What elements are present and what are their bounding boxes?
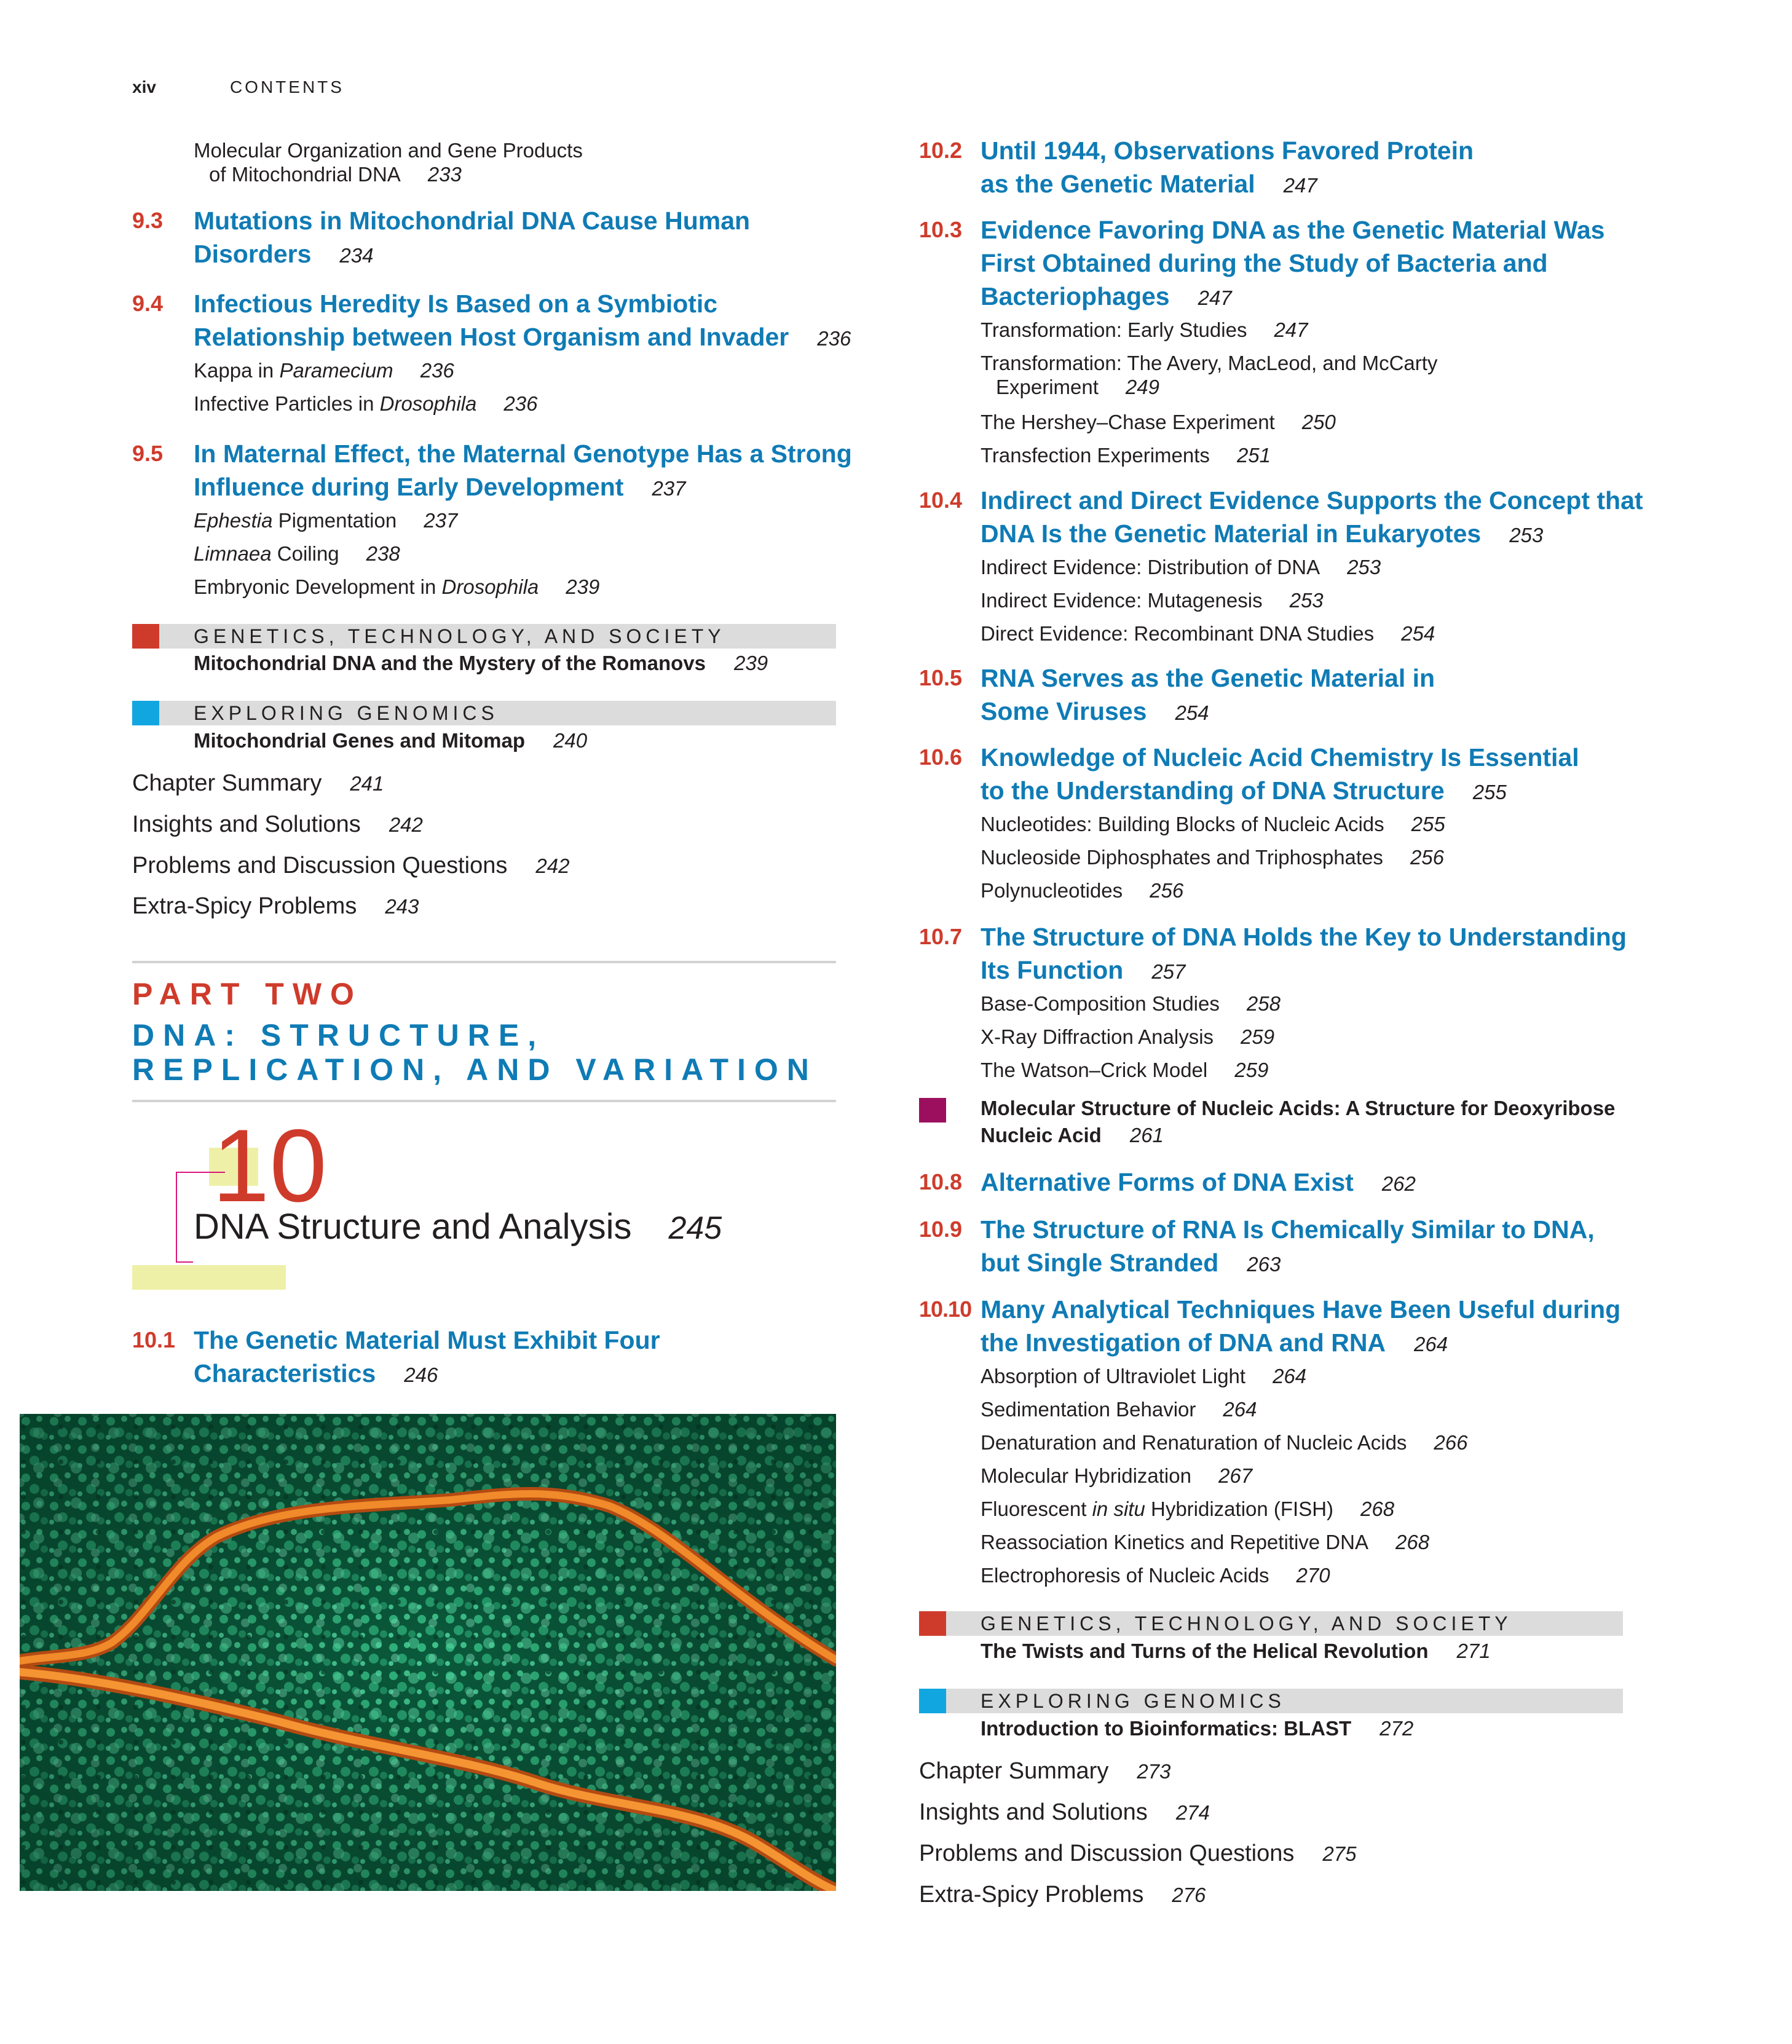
page-ref: 237 [424, 509, 458, 532]
page-ref: 261 [1129, 1124, 1164, 1146]
toc-endmatter-item[interactable]: Insights and Solutions 274 [919, 1799, 1210, 1825]
part-label: PART TWO [132, 977, 363, 1011]
page-ref: 264 [1273, 1365, 1307, 1387]
exploring-genomics-bar [132, 701, 836, 725]
chapter-highlight-bar [132, 1265, 286, 1290]
page-ref: 264 [1223, 1398, 1257, 1421]
toc-subentry[interactable]: Indirect Evidence: Distribution of DNA 253 [981, 556, 1381, 578]
toc-endmatter-item[interactable]: Extra-Spicy Problems 276 [919, 1882, 1206, 1908]
page-ref: 276 [1172, 1884, 1206, 1906]
toc-subentry[interactable]: Molecular Organization and Gene Products [194, 139, 583, 162]
section-title-line2: DNA Is the Genetic Material in Eukaryotes 253 [981, 519, 1544, 548]
section-title-line2: Some Viruses 254 [981, 697, 1209, 725]
section-number: 9.3 [132, 208, 164, 233]
red-marker-square [919, 1611, 946, 1636]
red-marker-square [132, 624, 159, 649]
feature-entry[interactable]: The Twists and Turns of the Helical Revolution 271 [981, 1640, 1491, 1662]
page-ref: 243 [385, 895, 419, 918]
toc-subentry[interactable]: Transformation: Early Studies 247 [981, 318, 1308, 341]
cyan-marker-square [919, 1689, 946, 1713]
section-title: Until 1944, Observations Favored Protein [981, 136, 1474, 165]
page-ref: 236 [503, 392, 538, 415]
page-ref: 274 [1175, 1801, 1210, 1824]
section-number: 10.9 [919, 1217, 963, 1242]
section-title: Many Analytical Techniques Have Been Useful during [981, 1295, 1621, 1324]
part-title-line1: DNA: STRUCTURE, [132, 1018, 545, 1052]
section-number: 10.3 [919, 217, 963, 242]
page-ref: 246 [404, 1363, 438, 1386]
page-ref: 272 [1380, 1717, 1414, 1740]
page-ref: 237 [652, 477, 686, 500]
toc-subentry[interactable]: Ephestia Pigmentation 237 [194, 509, 458, 532]
genetics-technology-society-bar [132, 624, 836, 649]
page-ref: 242 [535, 854, 570, 877]
section-number: 10.7 [919, 924, 963, 949]
feature-label: GENETICS, TECHNOLOGY, AND SOCIETY [981, 1612, 1512, 1635]
part-title-line2: REPLICATION, AND VARIATION [132, 1052, 818, 1087]
dna-micrograph-image [20, 1414, 836, 1891]
toc-endmatter-item[interactable]: Extra-Spicy Problems 243 [132, 893, 419, 919]
running-title: CONTENTS [229, 77, 344, 97]
page-ref: 256 [1410, 846, 1444, 869]
section-title: The Genetic Material Must Exhibit Four [194, 1326, 660, 1354]
page-ref: 251 [1236, 444, 1271, 467]
page-ref: 275 [1322, 1842, 1357, 1865]
section-title-line2: Relationship between Host Organism and Invader 236 [194, 323, 851, 351]
feature-entry[interactable]: Molecular Structure of Nucleic Acids: A Structure for Deoxyribose [981, 1097, 1616, 1119]
cyan-marker-square [132, 701, 159, 725]
section-number: 9.5 [132, 441, 164, 466]
page-ref: 241 [350, 772, 384, 795]
toc-subentry[interactable]: Direct Evidence: Recombinant DNA Studies 254 [981, 622, 1435, 645]
feature-label: GENETICS, TECHNOLOGY, AND SOCIETY [194, 625, 725, 647]
section-title: RNA Serves as the Genetic Material in [981, 664, 1435, 692]
feature-label: EXPLORING GENOMICS [981, 1690, 1285, 1712]
toc-subentry[interactable]: Absorption of Ultraviolet Light 264 [981, 1365, 1307, 1387]
micrograph-svg [20, 1414, 836, 1891]
section-title-line2: to the Understanding of DNA Structure 255 [981, 776, 1507, 805]
toc-endmatter-item[interactable]: Insights and Solutions 242 [132, 811, 423, 837]
page-ref: 268 [1395, 1531, 1430, 1553]
toc-subentry[interactable]: Transfection Experiments 251 [981, 444, 1271, 467]
toc-endmatter-item[interactable]: Chapter Summary 241 [132, 770, 384, 796]
page-ref: 259 [1234, 1059, 1269, 1081]
section-title-line2: Influence during Early Development 237 [194, 473, 686, 501]
toc-subentry[interactable]: Base-Composition Studies 258 [981, 992, 1281, 1015]
exploring-genomics-bar [919, 1689, 1623, 1713]
section-number: 10.6 [919, 744, 963, 770]
section-title-line2: but Single Stranded 263 [981, 1249, 1281, 1277]
running-head [132, 77, 344, 97]
page-ref: 273 [1137, 1760, 1171, 1783]
toc-subentry[interactable]: Reassociation Kinetics and Repetitive DNA 268 [981, 1531, 1430, 1553]
page-ref: 267 [1218, 1464, 1253, 1487]
toc-subentry-continued[interactable]: of Mitochondrial DNA 233 [209, 163, 462, 186]
toc-subentry[interactable]: Molecular Hybridization 267 [981, 1464, 1253, 1487]
divider-rule [132, 1100, 836, 1102]
section-number: 9.4 [132, 291, 164, 316]
chapter-bracket-vertical [176, 1172, 177, 1263]
section-title: The Structure of RNA Is Chemically Similar to DNA, [981, 1215, 1595, 1244]
page-ref: 255 [1411, 813, 1445, 835]
page-ref: 247 [1198, 286, 1232, 309]
feature-entry[interactable]: Mitochondrial DNA and the Mystery of the Romanovs 239 [194, 652, 768, 674]
page-ref: 257 [1151, 960, 1186, 983]
page-number: xiv [132, 77, 156, 97]
toc-subentry[interactable]: Electrophoresis of Nucleic Acids 270 [981, 1564, 1330, 1587]
page-ref: 263 [1247, 1253, 1281, 1276]
section-title-line2: as the Genetic Material 247 [981, 170, 1317, 198]
toc-endmatter-item[interactable]: Problems and Discussion Questions 275 [919, 1841, 1357, 1866]
section-title: Indirect and Direct Evidence Supports the Concept that [981, 486, 1643, 515]
toc-subentry[interactable]: Polynucleotides 256 [981, 879, 1184, 902]
page-ref: 253 [1509, 524, 1544, 547]
toc-subentry[interactable]: Transformation: The Avery, MacLeod, and McCarty [981, 352, 1438, 374]
page-ref: 253 [1347, 556, 1381, 578]
page-ref: 247 [1283, 174, 1317, 197]
section-title: Infectious Heredity Is Based on a Symbiotic [194, 290, 718, 318]
page-ref: 233 [427, 163, 462, 186]
toc-subentry[interactable]: Kappa in Paramecium 236 [194, 359, 454, 382]
page-ref: 258 [1246, 992, 1281, 1015]
magenta-marker-square [919, 1098, 946, 1123]
section-title-line2: Characteristics 246 [194, 1359, 438, 1387]
toc-subentry[interactable]: Indirect Evidence: Mutagenesis 253 [981, 589, 1324, 612]
section-title-line2: Its Function 257 [981, 956, 1186, 984]
toc-endmatter-item[interactable]: Problems and Discussion Questions 242 [132, 853, 570, 878]
page-ref: 266 [1434, 1431, 1468, 1454]
toc-subentry-continued[interactable]: Experiment 249 [996, 376, 1159, 398]
page-ref: 268 [1360, 1497, 1395, 1520]
page-ref: 255 [1472, 781, 1507, 803]
page-ref: 239 [734, 652, 768, 674]
toc-subentry[interactable]: Sedimentation Behavior 264 [981, 1398, 1257, 1421]
section-number: 10.4 [919, 487, 963, 513]
page-ref: 238 [366, 542, 400, 565]
page-ref: 239 [566, 575, 600, 598]
section-title: The Structure of DNA Holds the Key to Understanding [981, 923, 1627, 951]
page-ref: 249 [1125, 376, 1159, 398]
toc-subentry[interactable]: The Hershey–Chase Experiment 250 [981, 411, 1336, 433]
section-number: 10.1 [132, 1327, 176, 1352]
page-ref: 262 [1381, 1172, 1416, 1195]
divider-rule [132, 961, 836, 963]
feature-entry[interactable]: Introduction to Bioinformatics: BLAST 272 [981, 1717, 1414, 1740]
toc-subentry[interactable]: Denaturation and Renaturation of Nucleic Acids 266 [981, 1431, 1468, 1454]
feature-entry-line2[interactable]: Nucleic Acid 261 [981, 1124, 1164, 1146]
chapter-title[interactable]: DNA Structure and Analysis 245 [194, 1207, 722, 1247]
page-ref: 245 [668, 1210, 722, 1246]
toc-subentry[interactable]: X-Ray Diffraction Analysis 259 [981, 1025, 1275, 1048]
page-ref: 254 [1401, 622, 1435, 645]
chapter-number: 10 [212, 1108, 327, 1223]
page-ref: 264 [1414, 1333, 1448, 1355]
toc-subentry[interactable]: The Watson–Crick Model 259 [981, 1059, 1269, 1081]
section-title: Evidence Favoring DNA as the Genetic Material Was [981, 216, 1605, 244]
page-ref: 236 [420, 359, 454, 382]
feature-entry[interactable]: Mitochondrial Genes and Mitomap 240 [194, 729, 588, 752]
section-number: 10.8 [919, 1169, 963, 1194]
page-ref: 250 [1301, 411, 1336, 433]
toc-subentry[interactable]: Nucleoside Diphosphates and Triphosphates 256 [981, 846, 1444, 869]
section-title-line2: Disorders 234 [194, 240, 374, 268]
page-ref: 271 [1456, 1640, 1491, 1662]
page-ref: 247 [1274, 318, 1308, 341]
section-title-line2: First Obtained during the Study of Bacteria and [981, 249, 1548, 277]
section-number: 10.5 [919, 665, 963, 690]
section-title: Mutations in Mitochondrial DNA Cause Human [194, 207, 751, 235]
page-ref: 242 [389, 813, 423, 836]
section-title: Knowledge of Nucleic Acid Chemistry Is Essential [981, 743, 1579, 771]
page-ref: 236 [817, 327, 851, 350]
page-ref: 234 [339, 244, 374, 267]
page-ref: 270 [1296, 1564, 1330, 1587]
toc-subentry[interactable]: Nucleotides: Building Blocks of Nucleic Acids 255 [981, 813, 1445, 835]
section-number: 10.10 [919, 1296, 972, 1322]
toc-subentry[interactable]: Limnaea Coiling 238 [194, 542, 400, 565]
chapter-bracket-bottom [176, 1261, 193, 1263]
section-title: Alternative Forms of DNA Exist 262 [981, 1168, 1416, 1196]
section-title: In Maternal Effect, the Maternal Genotype Has a Strong [194, 440, 852, 468]
feature-label: EXPLORING GENOMICS [194, 702, 499, 724]
toc-subentry[interactable]: Fluorescent in situ Hybridization (FISH) 268 [981, 1497, 1395, 1520]
page-ref: 254 [1175, 701, 1209, 724]
page-ref: 256 [1150, 879, 1184, 902]
toc-endmatter-item[interactable]: Chapter Summary 273 [919, 1758, 1171, 1784]
section-number: 10.2 [919, 138, 963, 163]
toc-subentry[interactable]: Embryonic Development in Drosophila 239 [194, 575, 600, 598]
toc-subentry[interactable]: Infective Particles in Drosophila 236 [194, 392, 538, 415]
section-title-line3: Bacteriophages 247 [981, 282, 1232, 310]
page-ref: 259 [1241, 1025, 1275, 1048]
genetics-technology-society-bar [919, 1611, 1623, 1636]
page-ref: 253 [1289, 589, 1324, 612]
section-title-line2: the Investigation of DNA and RNA 264 [981, 1328, 1448, 1357]
page-ref: 240 [553, 729, 588, 752]
